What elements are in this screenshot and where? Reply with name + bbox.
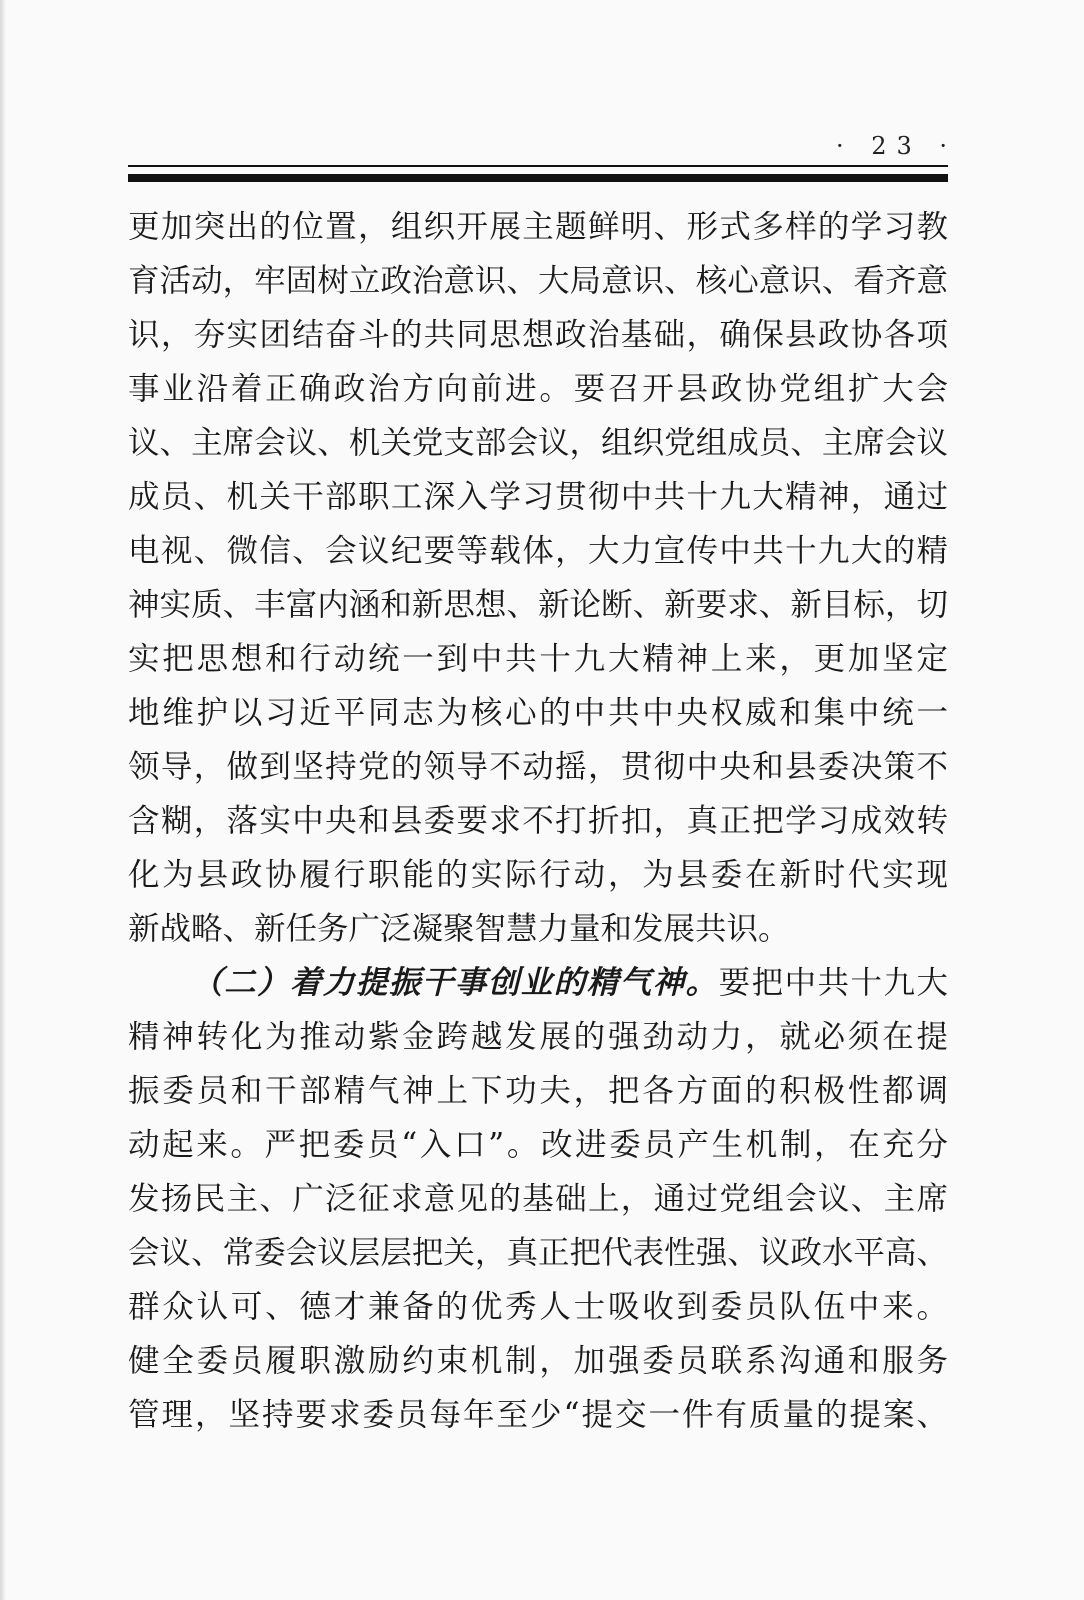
- text-line: 成员、机关干部职工深入学习贯彻中共十九大精神，通过: [128, 479, 948, 515]
- text-line: 议、主席会议、机关党支部会议，组织党组成员、主席会议: [128, 425, 948, 461]
- text-line: 领导，做到坚持党的领导不动摇，贯彻中央和县委决策不: [128, 749, 948, 785]
- text-line: 精神转化为推动紫金跨越发展的强劲动力，就必须在提: [128, 1019, 948, 1055]
- text-line: 健全委员履职激励约束机制，加强委员联系沟通和服务: [128, 1343, 948, 1379]
- text-line: 实把思想和行动统一到中共十九大精神上来，更加坚定: [128, 641, 948, 677]
- paragraph-2: [128, 956, 948, 1442]
- text-line: 管理，坚持要求委员每年至少“提交一件有质量的提案、: [128, 1397, 948, 1433]
- header-rule-thin: [128, 165, 948, 167]
- section-heading-line: [128, 956, 948, 1010]
- text-line: 群众认可、德才兼备的优秀人士吸收到委员队伍中来。: [128, 1289, 948, 1325]
- section-heading: （二）着力提振干事创业的精气神。: [191, 965, 719, 1001]
- text-line: 电视、微信、会议纪要等载体，大力宣传中共十九大的精: [128, 533, 948, 569]
- body-text: [128, 200, 948, 1442]
- text-run: 要把中共十九大: [718, 965, 948, 1001]
- text-line: 识，夯实团结奋斗的共同思想政治基础，确保县政协各项: [128, 317, 948, 353]
- text-line: 神实质、丰富内涵和新思想、新论断、新要求、新目标，切: [128, 587, 948, 623]
- page-edge-shadow: [0, 0, 6, 1600]
- header-rule-thick: [128, 174, 948, 182]
- text-line: 动起来。严把委员“入口”。改进委员产生机制，在充分: [128, 1127, 948, 1163]
- text-line: 育活动，牢固树立政治意识、大局意识、核心意识、看齐意: [128, 263, 948, 299]
- page-number: · 23 ·: [836, 132, 958, 160]
- text-line: 会议、常委会议层层把关，真正把代表性强、议政水平高、: [128, 1235, 948, 1271]
- text-line: 地维护以习近平同志为核心的中共中央权威和集中统一: [128, 695, 948, 731]
- text-line: 事业沿着正确政治方向前进。要召开县政协党组扩大会: [128, 371, 948, 407]
- text-line: 发扬民主、广泛征求意见的基础上，通过党组会议、主席: [128, 1181, 948, 1217]
- text-line: 新战略、新任务广泛凝聚智慧力量和发展共识。: [128, 911, 790, 947]
- text-line: 含糊，落实中央和县委要求不打折扣，真正把学习成效转: [128, 803, 948, 839]
- paragraph-1: [128, 200, 948, 956]
- text-line: 化为县政协履行职能的实际行动，为县委在新时代实现: [128, 857, 948, 893]
- text-line: 更加突出的位置，组织开展主题鲜明、形式多样的学习教: [128, 209, 948, 245]
- text-line: 振委员和干部精气神上下功夫，把各方面的积极性都调: [128, 1073, 948, 1109]
